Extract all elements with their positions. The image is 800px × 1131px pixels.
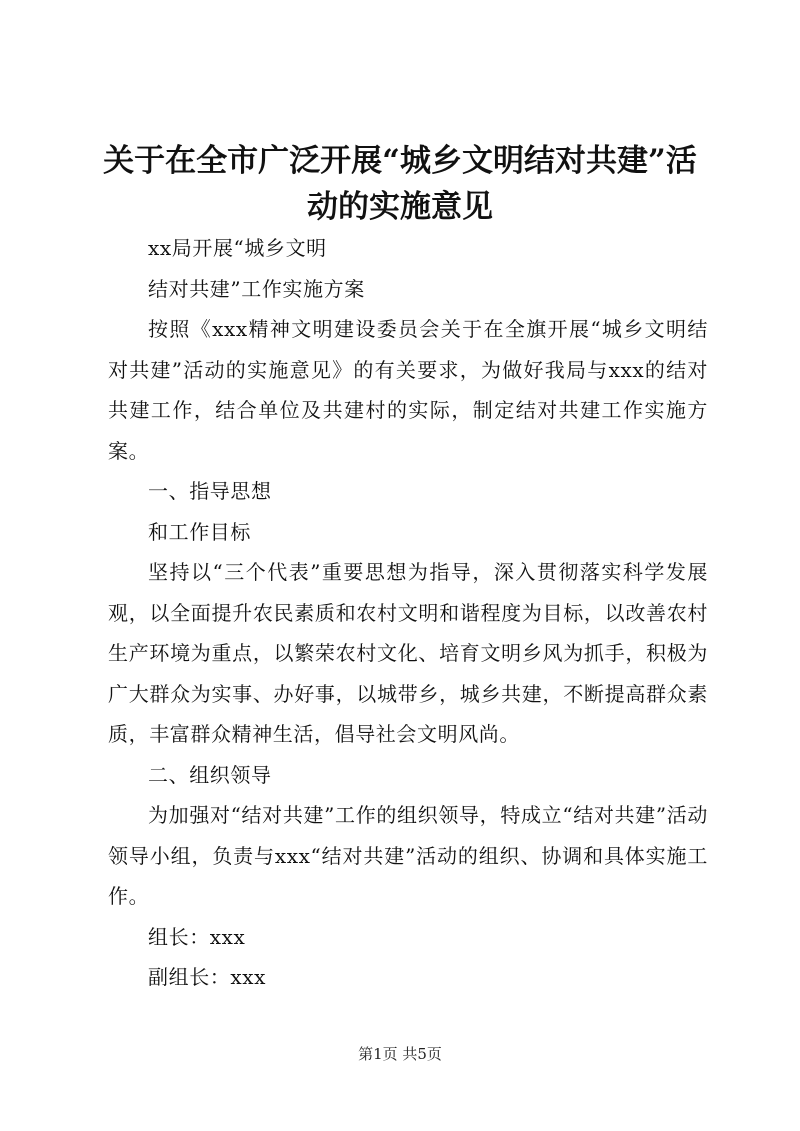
- document-title: [100, 138, 700, 230]
- paragraph: 按照《xxx精神文明建设委员会关于在全旗开展“城乡文明结对共建”活动的实施意见》的有关要求，为做好我局与xxx的结对共建工作，结合单位及共建村的实际，制定结对共建工作实施方案。: [108, 317, 708, 463]
- paragraph: 结对共建”工作实施方案: [148, 276, 365, 301]
- paragraph: xx局开展“城乡文明: [148, 236, 327, 260]
- section-heading: 二、组织领导: [148, 762, 272, 787]
- paragraph: 为加强对“结对共建”工作的组织领导，特成立“结对共建”活动领导小组，负责与xxx“结对共建”活动的组织、协调和具体实施工作。: [108, 803, 708, 908]
- paragraph: 组长：xxx: [148, 924, 246, 949]
- section-heading: 和工作目标: [148, 519, 251, 544]
- document-body: [108, 228, 708, 998]
- title-line-1: 关于在全市广泛开展“城乡文明结对共建”活: [103, 143, 697, 179]
- section-heading: 一、指导思想: [148, 479, 272, 503]
- title-line-2: 动的实施意见: [307, 189, 493, 225]
- paragraph: 坚持以“三个代表”重要思想为指导，深入贯彻落实科学发展观，以全面提升农民素质和农村文明和谐程度为目标，以改善农村生产环境为重点，以繁荣农村文化、培育文明乡风为抓手，积极为广大群众为实事、办好事，以城带乡，城乡共建，不断提高群众素质，丰富群众精神生活，倡导社会文明风尚。: [108, 560, 708, 746]
- paragraph: 副组长：xxx: [148, 965, 267, 989]
- page-footer: 第1页 共5页: [358, 1045, 442, 1063]
